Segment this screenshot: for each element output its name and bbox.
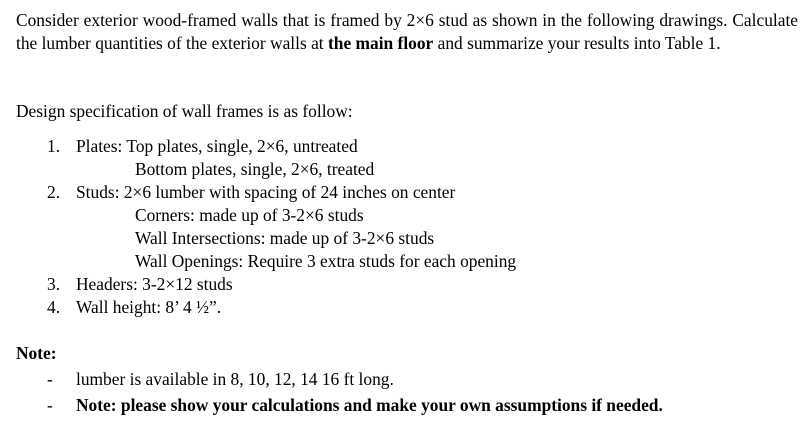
spec-number-1: 1. xyxy=(47,136,61,156)
spec-number-4: 4. xyxy=(47,297,61,317)
spec-heading: Design specification of wall frames is as follow: xyxy=(16,101,353,121)
spec-number-2: 2. xyxy=(47,182,61,202)
spec-4-line-1: Wall height: 8’ 4 ½”. xyxy=(76,297,222,317)
intro-text-2: and summarize your results into Table 1. xyxy=(433,33,721,53)
spec-2-line-2: Corners: made up of 3-2×6 studs xyxy=(135,205,364,225)
spec-1-line-1: Plates: Top plates, single, 2×6, untreated xyxy=(76,136,358,156)
note-bullet-2: - xyxy=(47,395,53,415)
intro-text-1: Consider exterior wood-framed walls that is framed by 2×6 stud as shown in the following drawings. Calculate the lumber quantities of the exterior walls at xyxy=(16,10,798,53)
note-item-1: lumber is available in 8, 10, 12, 14 16 ft long. xyxy=(76,369,394,389)
spec-2-line-3: Wall Intersections: made up of 3-2×6 studs xyxy=(135,228,435,248)
spec-3-line-1: Headers: 3-2×12 studs xyxy=(76,274,233,294)
intro-emphasis: the main floor xyxy=(327,33,434,53)
spec-2-line-4: Wall Openings: Require 3 extra studs for each opening xyxy=(135,251,517,271)
intro-paragraph xyxy=(16,9,798,55)
spec-number-3: 3. xyxy=(47,274,61,294)
note-heading: Note: xyxy=(16,343,57,363)
spec-1-line-2: Bottom plates, single, 2×6, treated xyxy=(135,159,375,179)
note-bullet-1: - xyxy=(47,369,53,389)
spec-2-line-1: Studs: 2×6 lumber with spacing of 24 inches on center xyxy=(76,182,456,202)
note-item-2: Note: please show your calculations and make your own assumptions if needed. xyxy=(76,395,663,415)
